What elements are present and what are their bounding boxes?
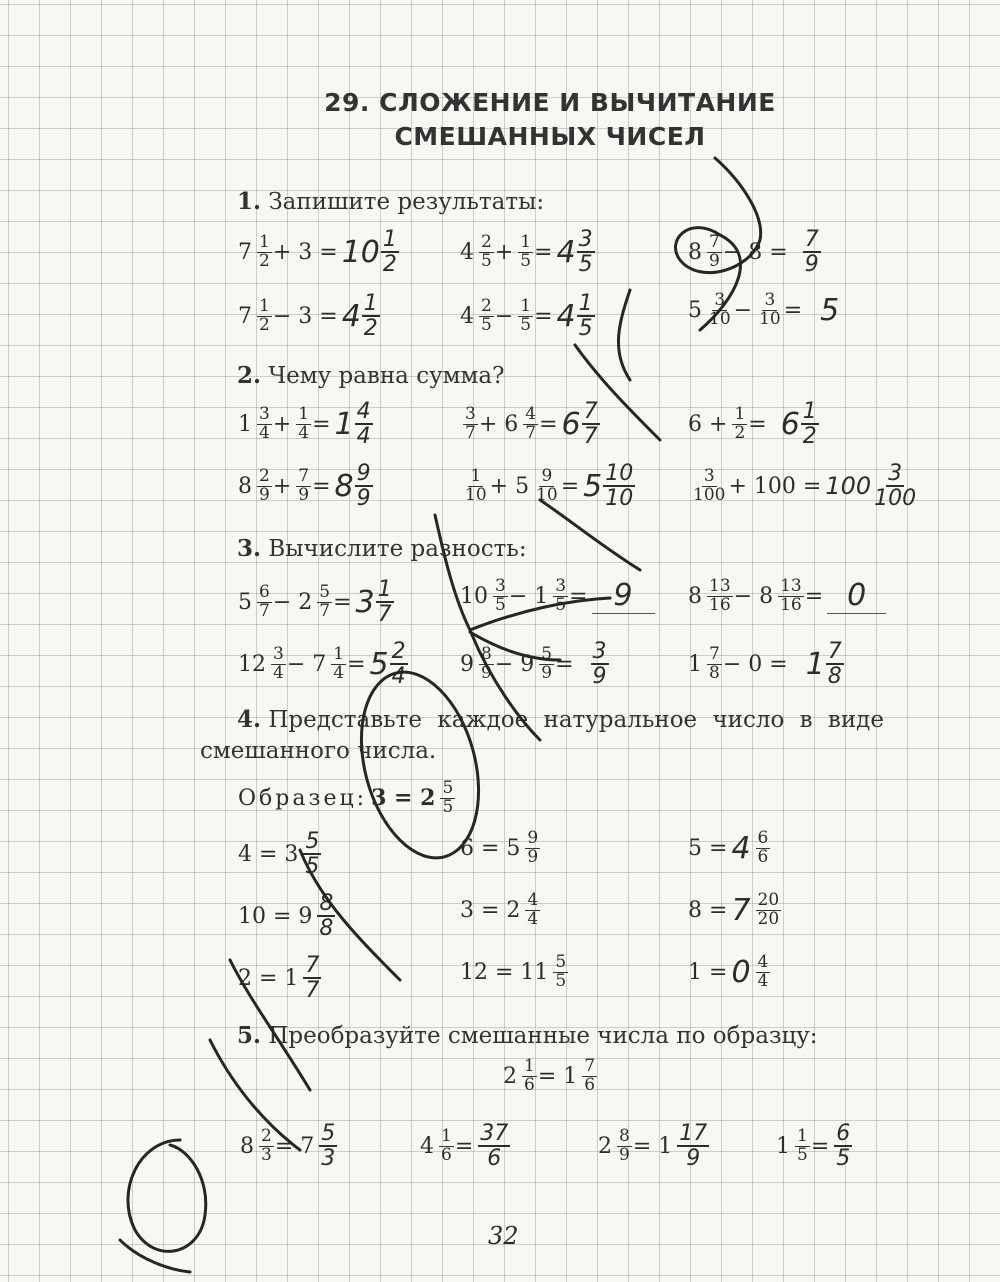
- whole: 4: [460, 303, 474, 329]
- handwritten-answer: 4 $\frac{3}{5}$: [556, 227, 593, 278]
- handwritten-answer: 6 $\frac{7}{7}$: [561, 399, 598, 450]
- equation: 10 = 9: [238, 903, 313, 929]
- fraction: $\frac{9}{10}$: [536, 465, 558, 505]
- handwritten-answer: 6 $\frac{1}{2}$: [780, 399, 817, 450]
- task-4-item-5: 3 = 2 $\frac{4}{4}$: [460, 890, 539, 929]
- whole: 9: [460, 651, 474, 677]
- scribble-stroke-7: [470, 632, 560, 660]
- equals: =: [569, 583, 588, 609]
- operator: − 2: [272, 589, 313, 615]
- fraction: $\frac{2}{5}$: [481, 231, 492, 271]
- task-5-number: 5.: [237, 1022, 262, 1049]
- fraction: $\frac{1}{10}$: [465, 465, 487, 505]
- handwritten-answer: $\frac{7}{9}$: [804, 227, 819, 278]
- whole: 12: [238, 651, 266, 677]
- operator: + 5: [489, 473, 530, 499]
- handwritten-answer: 5 $\frac{2}{4}$: [369, 639, 406, 690]
- scribble-stroke-11: [128, 1140, 206, 1251]
- scribble-oval-1: [342, 659, 497, 871]
- equals: =: [560, 473, 580, 499]
- handwritten-answer: 4 $\frac{1}{5}$: [556, 291, 593, 342]
- whole: 8: [688, 239, 702, 265]
- whole: 5: [688, 297, 702, 323]
- sample-label: Образец:: [238, 785, 368, 811]
- task-4-item-6: 8 = 7 $\frac{20}{20}$: [688, 890, 780, 929]
- task-1-text: Запишите результаты:: [268, 189, 545, 215]
- task-4-item-7: 2 = 1 $\frac{7}{7}$: [238, 953, 320, 1004]
- task-5-sample: 2 $\frac{1}{6}$ = 1 $\frac{7}{6}$: [503, 1056, 596, 1095]
- whole: 7: [238, 303, 252, 329]
- scribble-stroke-3: [618, 290, 630, 380]
- operator: +: [494, 239, 514, 265]
- task-4-item-4: 10 = 9 $\frac{8}{8}$: [238, 891, 334, 942]
- task-5-item-4: 1 $\frac{1}{5}$ = $\frac{6}{5}$: [776, 1121, 851, 1172]
- fraction: $\frac{5}{9}$: [541, 643, 553, 683]
- operand: 6 +: [688, 411, 728, 437]
- equation: 6 = 5: [460, 835, 521, 861]
- scribble-stroke-4: [540, 500, 640, 570]
- handwritten-answer: 9: [592, 578, 655, 614]
- whole: 7: [238, 239, 252, 265]
- handwritten-answer: 0: [827, 578, 886, 614]
- handwritten-answer: 5: [820, 292, 840, 328]
- fraction: $\frac{3}{4}$: [259, 403, 270, 443]
- task-5-text: Преобразуйте смешанные числа по образцу:: [268, 1023, 818, 1049]
- fraction: $\frac{3}{10}$: [709, 290, 731, 329]
- fraction: $\frac{5}{7}$: [319, 581, 331, 621]
- equals: =: [347, 651, 366, 677]
- task-4-item-9: 1 = 0 $\frac{4}{4}$: [688, 952, 769, 991]
- equals: =: [312, 411, 331, 437]
- task-2-number: 2.: [237, 362, 262, 389]
- handwritten-whole: 7: [731, 892, 751, 928]
- task-1-number: 1.: [237, 188, 262, 215]
- equation: 12 = 11: [460, 959, 549, 985]
- handwritten-answer: $\frac{3}{9}$: [592, 639, 607, 690]
- operator: − 1: [508, 583, 549, 609]
- fraction: $\frac{3}{7}$: [465, 403, 476, 443]
- handwritten-answer: 10 $\frac{1}{2}$: [341, 227, 397, 278]
- fraction: $\frac{7}{9}$: [298, 465, 310, 505]
- operator: +: [272, 411, 292, 437]
- operator: − 8 =: [722, 239, 788, 265]
- fraction: $\frac{5}{5}$: [442, 778, 454, 817]
- sample-expr: 3 = 2: [371, 785, 436, 812]
- task-5-item-2: 4 $\frac{1}{6}$ = $\frac{37}{6}$: [420, 1121, 509, 1172]
- whole: 5: [238, 589, 252, 615]
- handwritten-answer: 3 $\frac{1}{7}$: [355, 577, 392, 628]
- handwritten-whole: 0: [731, 954, 751, 990]
- fraction: $\frac{7}{9}$: [709, 231, 720, 271]
- fraction: $\frac{13}{16}$: [780, 576, 802, 615]
- task-4-item-3: 5 = 4 $\frac{6}{6}$: [688, 828, 769, 867]
- fraction: $\frac{1}{5}$: [520, 295, 532, 335]
- page-title-line1: 29. СЛОЖЕНИЕ И ВЫЧИТАНИЕ: [324, 88, 776, 117]
- scribble-stroke-8: [300, 850, 400, 980]
- operator: − 7: [286, 651, 327, 677]
- handwritten-answer: 5 $\frac{10}{10}$: [583, 461, 634, 512]
- whole: 10: [460, 583, 488, 609]
- equation: 8 =: [688, 897, 728, 923]
- handwritten-whole: 4: [731, 830, 751, 866]
- equals: =: [783, 297, 803, 323]
- whole: 1: [238, 411, 252, 437]
- fraction: $\frac{3}{4}$: [273, 643, 284, 683]
- handwritten-answer: 4 $\frac{1}{2}$: [341, 291, 378, 342]
- equation: 3 = 2: [460, 897, 521, 923]
- fraction: $\frac{2}{9}$: [259, 465, 270, 505]
- scribble-stroke-12: [120, 1240, 190, 1272]
- scribble-stroke-1: [676, 158, 761, 330]
- fraction: $\frac{7}{8}$: [709, 643, 720, 683]
- fraction: $\frac{3}{100}$: [693, 465, 726, 505]
- task-4-number: 4.: [237, 706, 262, 733]
- handwritten-answer: 8 $\frac{9}{9}$: [334, 461, 371, 512]
- fraction: $\frac{1}{2}$: [734, 403, 746, 443]
- operator: − 8: [733, 583, 774, 609]
- task-5-item-1: 8 $\frac{2}{3}$ = 7 $\frac{5}{3}$: [240, 1121, 336, 1172]
- page-number: 32: [488, 1222, 519, 1250]
- task-4-item-8: 12 = 11 $\frac{5}{5}$: [460, 952, 567, 991]
- fraction: $\frac{1}{5}$: [520, 231, 532, 271]
- handwritten-answer: 1 $\frac{7}{8}$: [805, 639, 842, 690]
- task-5-item-3: 2 $\frac{8}{9}$ = 1 $\frac{17}{9}$: [598, 1121, 708, 1172]
- task-4-item-2: 6 = 5 $\frac{9}{9}$: [460, 828, 539, 867]
- operator: +: [272, 473, 292, 499]
- fraction: $\frac{6}{7}$: [259, 581, 270, 621]
- fraction: $\frac{13}{16}$: [709, 576, 731, 615]
- fraction: $\frac{1}{4}$: [333, 643, 345, 683]
- operator: − 0 =: [722, 651, 788, 677]
- equation: 4 = 3: [238, 841, 299, 867]
- equals: =: [539, 411, 558, 437]
- equals: =: [748, 411, 767, 437]
- equation: 5 =: [688, 835, 728, 861]
- equals: =: [555, 651, 574, 677]
- scribble-stroke-2: [575, 345, 660, 440]
- equation: 1 =: [688, 959, 728, 985]
- task-4-text-1: Представьте каждое натуральное число в виде: [268, 707, 884, 733]
- operator: −: [494, 303, 514, 329]
- fraction: $\frac{2}{5}$: [481, 295, 492, 335]
- equals: =: [534, 303, 553, 329]
- whole: 1: [688, 651, 702, 677]
- fraction: $\frac{1}{2}$: [259, 295, 270, 335]
- equals: =: [312, 473, 331, 499]
- fraction: $\frac{3}{10}$: [759, 290, 781, 329]
- fraction: $\frac{4}{7}$: [525, 403, 537, 443]
- fraction: $\frac{3}{5}$: [555, 576, 567, 615]
- operator: −: [733, 297, 753, 323]
- task-4-item-1: 4 = 3 $\frac{5}{5}$: [238, 829, 320, 880]
- scribble-stroke-9: [230, 960, 310, 1090]
- operator: + 3 =: [272, 239, 338, 265]
- operator: − 9: [494, 651, 535, 677]
- equals: =: [804, 583, 824, 609]
- operator: + 6: [478, 411, 519, 437]
- operator: − 3 =: [272, 303, 338, 329]
- whole: 8: [238, 473, 252, 499]
- task-3-text: Вычислите разность:: [268, 536, 527, 562]
- task-3-number: 3.: [237, 535, 262, 562]
- equation: 2 = 1: [238, 965, 299, 991]
- fraction: $\frac{1}{2}$: [259, 231, 270, 271]
- task-2-text: Чему равна сумма?: [268, 363, 505, 389]
- equals: =: [333, 589, 352, 615]
- page-title-line2: СМЕШАННЫХ ЧИСЕЛ: [394, 122, 706, 151]
- scribble-stroke-5: [435, 515, 540, 740]
- scribble-stroke-6: [470, 598, 610, 630]
- operator: + 100 =: [728, 473, 822, 499]
- fraction: $\frac{8}{9}$: [481, 643, 492, 683]
- scribble-stroke-10: [210, 1040, 300, 1150]
- fraction: $\frac{3}{5}$: [495, 576, 506, 615]
- handwritten-answer: 100 $\frac{3}{100}$: [825, 461, 917, 512]
- equals: =: [534, 239, 553, 265]
- task-4-text-2: смешанного числа.: [200, 738, 437, 764]
- handwritten-answer: 1 $\frac{4}{4}$: [334, 399, 371, 450]
- fraction: $\frac{1}{4}$: [298, 403, 310, 443]
- whole: 4: [460, 239, 474, 265]
- whole: 8: [688, 583, 702, 609]
